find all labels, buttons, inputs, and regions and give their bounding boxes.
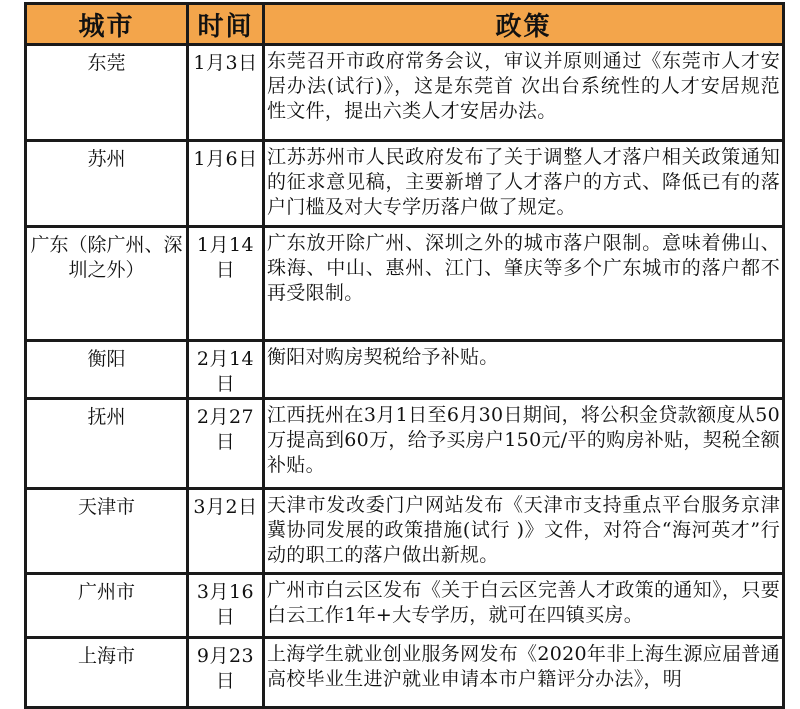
cell-policy: 江西抚州在3月1日至6月30日期间，将公积金贷款额度从50万提高到60万，给予买房户150元/平的购房补贴，契税全额补贴。 [264,399,784,489]
cell-policy: 东莞召开市政府常务会议，审议并原则通过《东莞市人才安居办法(试行)》，这是东莞首 次出台系统性的人才安居规范性文件，提出六类人才安居办法。 [264,45,784,141]
cell-city: 广州市 [26,574,188,638]
table-row [26,341,784,399]
cell-date: 2月14日 [188,341,264,399]
policy-table [24,2,785,709]
header-date: 时间 [188,4,264,45]
cell-date: 1月14日 [188,227,264,341]
header-city: 城市 [26,4,188,45]
cell-policy: 天津市发改委门户网站发布《天津市支持重点平台服务京津冀协同发展的政策措施(试行 )》文件，对符合“海河英才”行动的职工的落户做出新规。 [264,489,784,574]
cell-city: 天津市 [26,489,188,574]
cell-city: 衡阳 [26,341,188,399]
cell-date: 1月6日 [188,141,264,227]
cell-city: 苏州 [26,141,188,227]
cell-policy: 广东放开除广州、深圳之外的城市落户限制。意味着佛山、珠海、中山、惠州、江门、肇庆等多个广东城市的落户都不再受限制。 [264,227,784,341]
cell-city: 广东（除广州、深圳之外） [26,227,188,341]
table-row [26,638,784,708]
cell-policy: 上海学生就业创业服务网发布《2020年非上海生源应届普通高校毕业生进沪就业申请本市户籍评分办法》，明 [264,638,784,708]
cell-date: 3月16日 [188,574,264,638]
cell-policy: 江苏苏州市人民政府发布了关于调整人才落户相关政策通知的征求意见稿，主要新增了人才落户的方式、降低已有的落户门槛及对大专学历落户做了规定。 [264,141,784,227]
cell-date: 1月3日 [188,45,264,141]
table-row [26,574,784,638]
header-policy: 政策 [264,4,784,45]
cell-date: 2月27日 [188,399,264,489]
table-header-row [26,4,784,45]
table-row [26,489,784,574]
cell-city: 上海市 [26,638,188,708]
table-row [26,45,784,141]
cell-policy: 广州市白云区发布《关于白云区完善人才政策的通知》，只要白云工作1年+大专学历，就可在四镇买房。 [264,574,784,638]
cell-policy: 衡阳对购房契税给予补贴。 [264,341,784,399]
cell-city: 东莞 [26,45,188,141]
table-row [26,141,784,227]
table-row [26,227,784,341]
cell-date: 9月23日 [188,638,264,708]
cell-date: 3月2日 [188,489,264,574]
cell-city: 抚州 [26,399,188,489]
table-row [26,399,784,489]
